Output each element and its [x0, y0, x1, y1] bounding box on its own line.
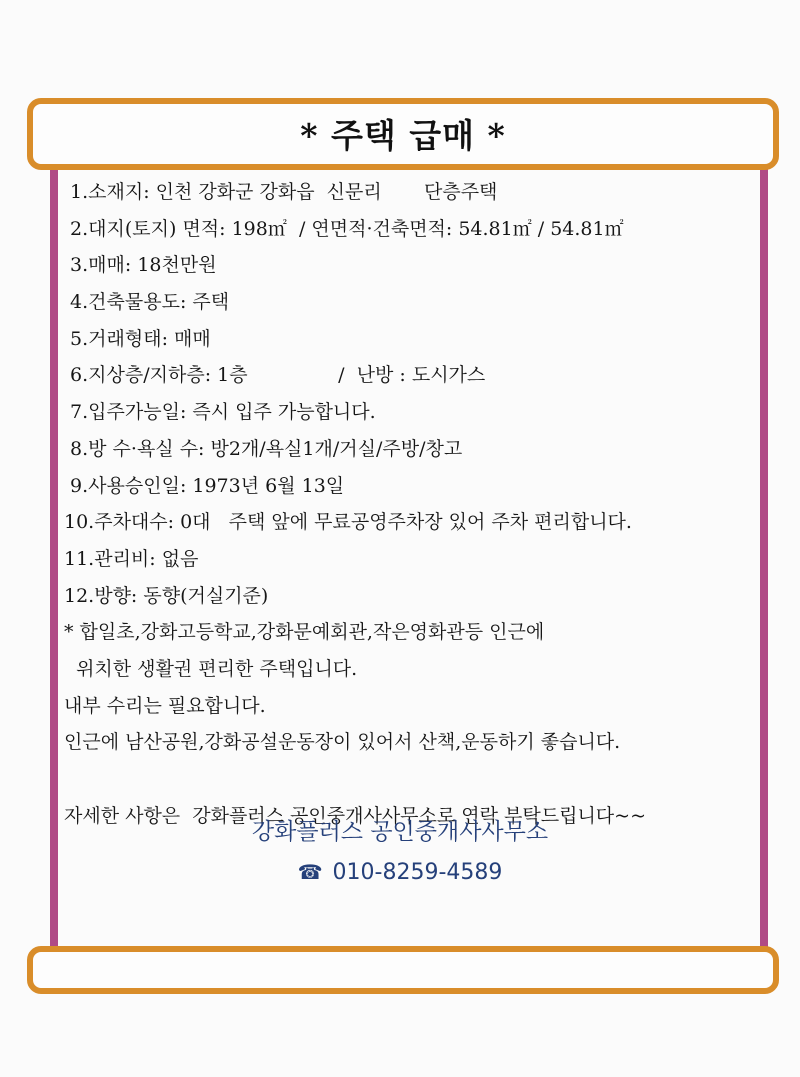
detail-line: 6.지상층/지하층: 1층 / 난방 : 도시가스 [64, 364, 486, 387]
note-line: 위치한 생활권 편리한 주택입니다. [64, 657, 358, 680]
scroll-bottom-bar [27, 946, 779, 994]
detail-line: 4.건축물용도: 주택 [64, 291, 230, 314]
note-line: 내부 수리는 필요합니다. [64, 694, 266, 717]
listing-details [64, 174, 754, 834]
telephone-icon: ☎ [297, 860, 323, 884]
scroll-top-bar [27, 98, 779, 170]
detail-line: 11.관리비: 없음 [64, 547, 199, 570]
detail-line: 3.매매: 18천만원 [64, 254, 217, 277]
note-line: 인근에 남산공원,강화공설운동장이 있어서 산책,운동하기 좋습니다. [64, 731, 621, 754]
phone-number: 010-8259-4589 [332, 860, 503, 885]
detail-line: 7.입주가능일: 즉시 입주 가능합니다. [64, 401, 376, 424]
note-line: * 합일초,강화고등학교,강화문예회관,작은영화관등 인근에 [64, 621, 545, 644]
detail-line: 5.거래형태: 매매 [64, 327, 211, 350]
page-title: * 주택 급매 * [300, 116, 506, 155]
office-name: 강화플러스 공인중개사사무소 [251, 819, 549, 845]
detail-line: 9.사용승인일: 1973년 6월 13일 [64, 474, 345, 497]
detail-line: 10.주차대수: 0대 주택 앞에 무료공영주차장 있어 주차 편리합니다. [64, 511, 632, 534]
detail-line: 2.대지(토지) 면적: 198㎡ / 연면적·건축면적: 54.81㎡ / 54.81㎡ [64, 217, 624, 240]
detail-line: 8.방 수·욕실 수: 방2개/욕실1개/거실/주방/창고 [64, 437, 463, 460]
blank-line [64, 761, 754, 798]
detail-line: 12.방향: 동향(거실기준) [64, 584, 269, 607]
detail-line: 1.소재지: 인천 강화군 강화읍 신문리 단층주택 [64, 181, 498, 203]
phone-number-row [0, 860, 800, 885]
contact-note: 자세한 사항은 강화플러스 공인중개사사무소로 연락 부탁드립니다~~ [64, 804, 646, 827]
